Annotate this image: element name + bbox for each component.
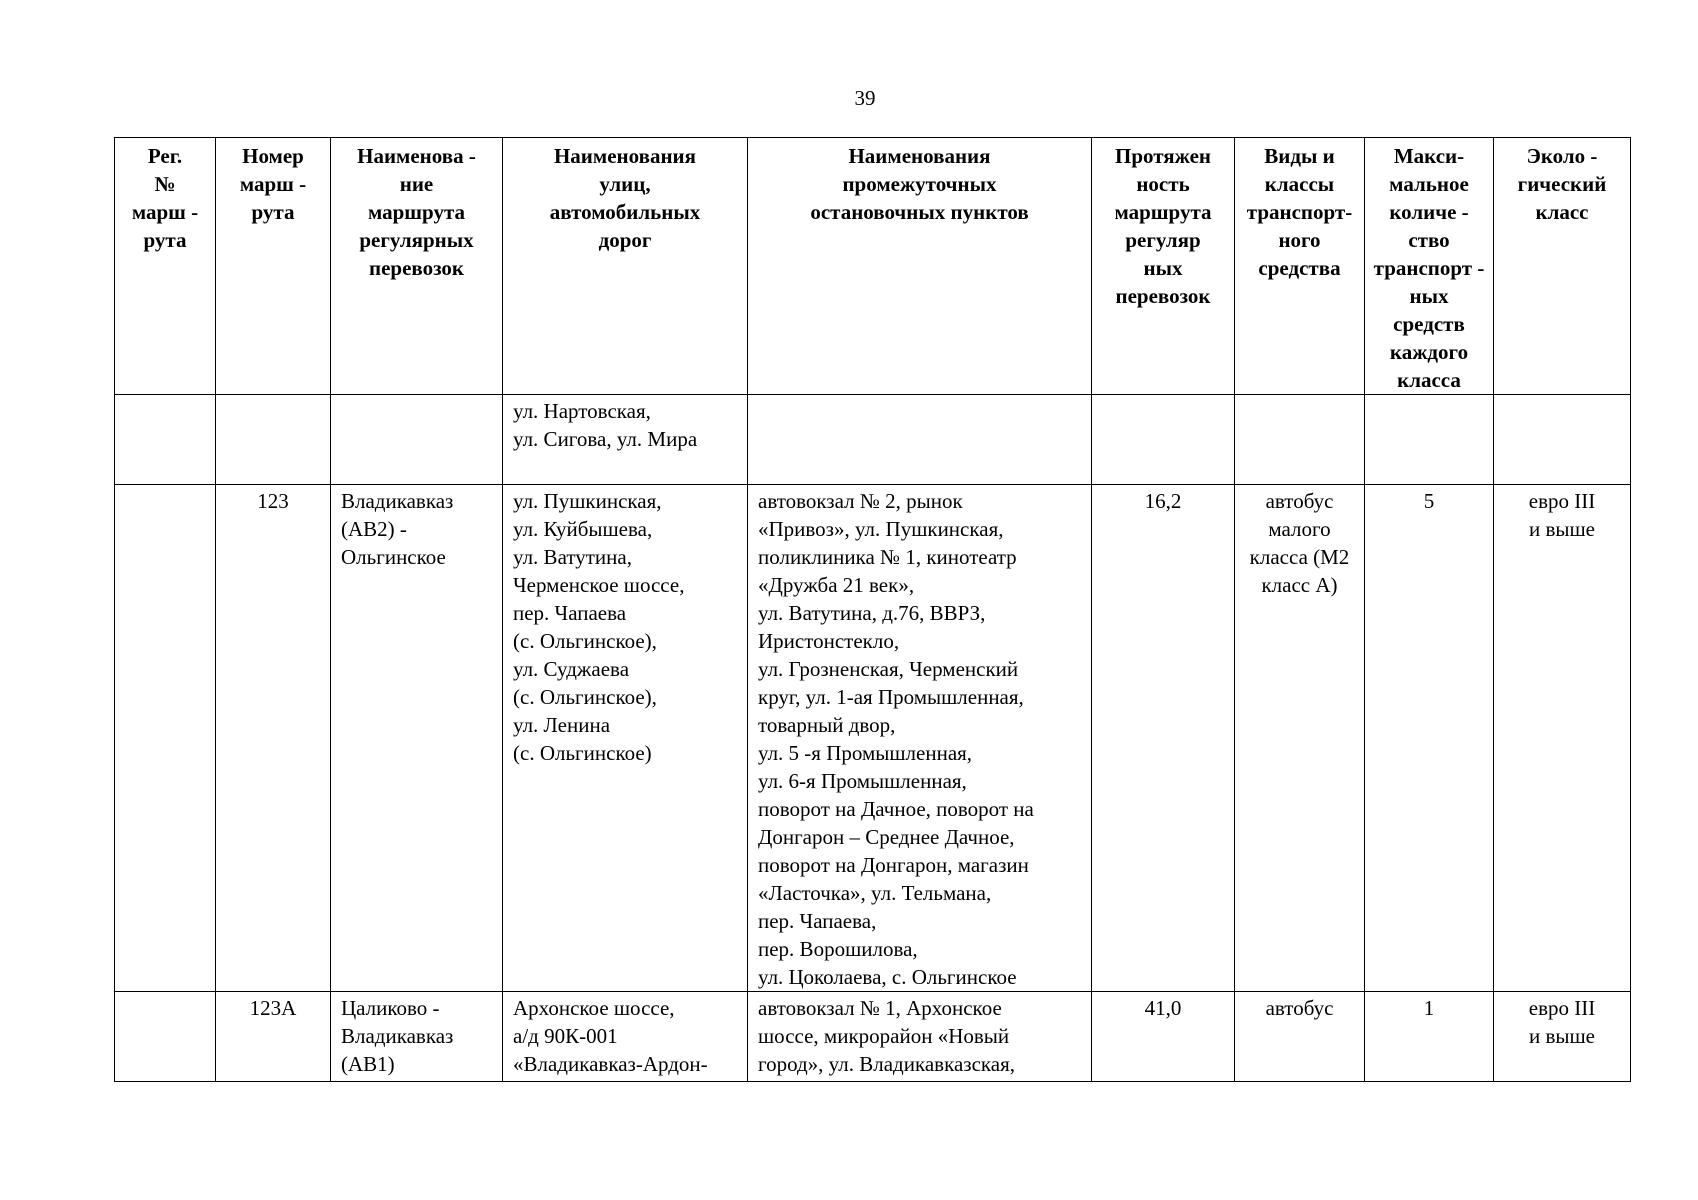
cell-name bbox=[331, 395, 503, 485]
cell-reg bbox=[115, 395, 216, 485]
header-reg-number: Рег. № марш - рута bbox=[115, 138, 216, 395]
cell-reg bbox=[115, 992, 216, 1082]
cell-max-count: 5 bbox=[1365, 485, 1494, 992]
cell-reg bbox=[115, 485, 216, 992]
cell-number: 123А bbox=[216, 992, 331, 1082]
cell-stops: автовокзал № 1, Архонское шоссе, микрорайон «Новый город», ул. Владикавказская, bbox=[748, 992, 1092, 1082]
cell-max-count: 1 bbox=[1365, 992, 1494, 1082]
cell-streets: ул. Нартовская, ул. Сигова, ул. Мира bbox=[503, 395, 748, 485]
cell-eco: евро III и выше bbox=[1494, 485, 1631, 992]
cell-length: 16,2 bbox=[1092, 485, 1235, 992]
header-route-name: Наименова - ние маршрута регулярных перевозок bbox=[331, 138, 503, 395]
cell-vehicle: автобус малого класса (М2 класс А) bbox=[1235, 485, 1365, 992]
header-length: Протяжен ность маршрута регуляр ных перевозок bbox=[1092, 138, 1235, 395]
cell-streets: ул. Пушкинская, ул. Куйбышева, ул. Ватутина, Черменское шоссе, пер. Чапаева (с. Ольгинское), ул. Суджаева (с. Ольгинское), ул. Ленина (с. Ольгинское) bbox=[503, 485, 748, 992]
cell-length bbox=[1092, 395, 1235, 485]
page-number: 39 bbox=[854, 86, 876, 110]
header-max-count: Макси- мальное количе - ство транспорт - ных средств каждого класса bbox=[1365, 138, 1494, 395]
header-row bbox=[115, 138, 1631, 395]
cell-vehicle bbox=[1235, 395, 1365, 485]
header-route-number: Номер марш - рута bbox=[216, 138, 331, 395]
cell-stops bbox=[748, 395, 1092, 485]
cell-eco: евро III и выше bbox=[1494, 992, 1631, 1082]
table-row bbox=[115, 992, 1631, 1082]
cell-stops: автовокзал № 2, рынок «Привоз», ул. Пушкинская, поликлиника № 1, кинотеатр «Дружба 21 век», ул. Ватутина, д.76, ВВРЗ, Иристонстекло, ул. Грозненская, Черменский круг, ул. 1-ая Промышленная, товарный двор, ул. 5 -я Промышленная, ул. 6-я Промышленная, поворот на Дачное, поворот на Донгарон – Среднее Дачное, поворот на Донгарон, магазин «Ласточка», ул. Тельмана, пер. Чапаева, пер. Ворошилова, ул. Цоколаева, с. Ольгинское bbox=[748, 485, 1092, 992]
cell-name: Цаликово - Владикавказ (АВ1) bbox=[331, 992, 503, 1082]
header-streets: Наименования улиц, автомобильных дорог bbox=[503, 138, 748, 395]
cell-vehicle: автобус bbox=[1235, 992, 1365, 1082]
routes-table bbox=[114, 137, 1631, 1082]
table-row bbox=[115, 485, 1631, 992]
header-eco-class: Эколо - гический класс bbox=[1494, 138, 1631, 395]
header-stops: Наименования промежуточных остановочных пунктов bbox=[748, 138, 1092, 395]
cell-name: Владикавказ (АВ2) - Ольгинское bbox=[331, 485, 503, 992]
cell-number bbox=[216, 395, 331, 485]
cell-max-count bbox=[1365, 395, 1494, 485]
cell-streets: Архонское шоссе, а/д 90К-001 «Владикавказ-Ардон- bbox=[503, 992, 748, 1082]
table-row bbox=[115, 395, 1631, 485]
cell-number: 123 bbox=[216, 485, 331, 992]
cell-length: 41,0 bbox=[1092, 992, 1235, 1082]
cell-eco bbox=[1494, 395, 1631, 485]
header-vehicle-type: Виды и классы транспорт- ного средства bbox=[1235, 138, 1365, 395]
